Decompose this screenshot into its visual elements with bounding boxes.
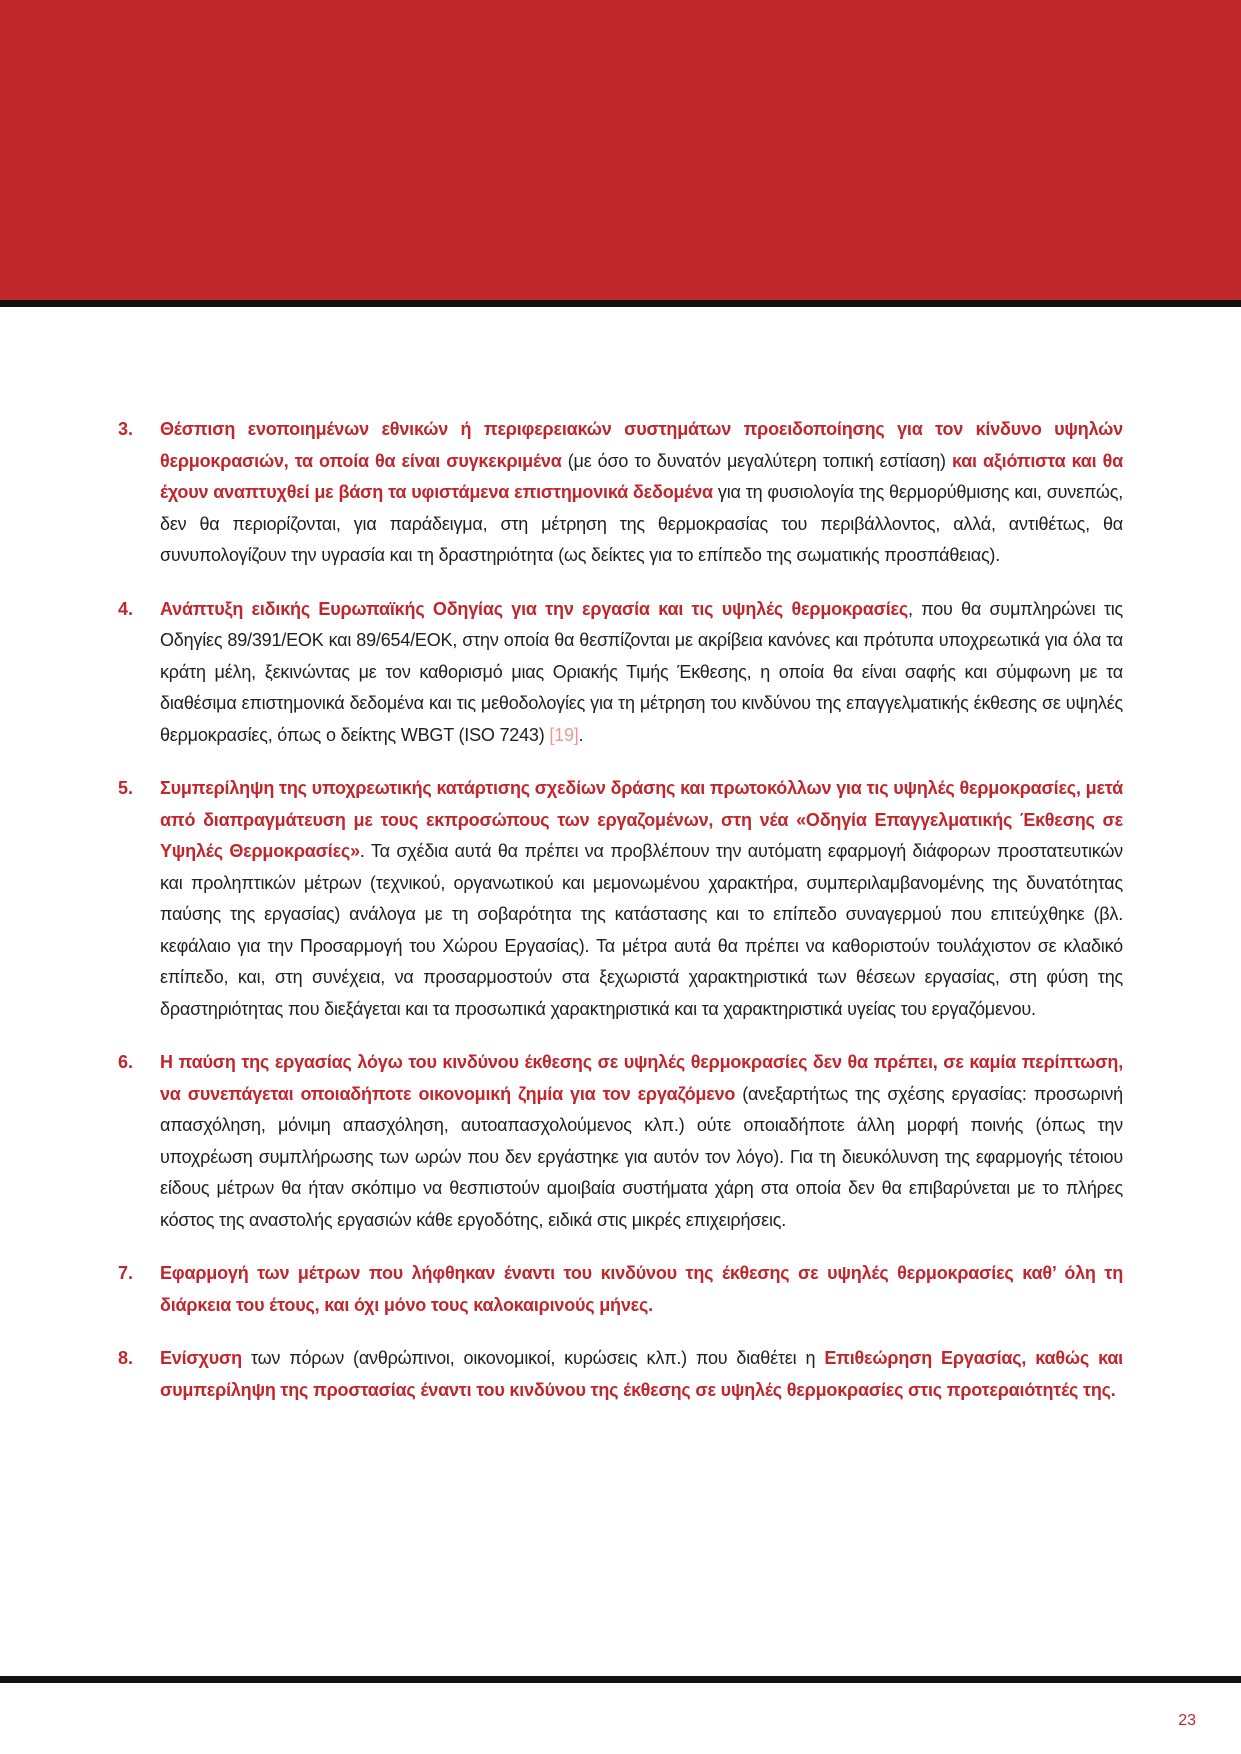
body-text: των πόρων (ανθρώπινοι, οικονομικοί, κυρώσεις κλπ.) που διαθέτει η [241,1348,825,1368]
page-number: 23 [1178,1712,1196,1729]
list-item [118,414,1123,572]
header-band [0,0,1241,300]
item-number: 3. [118,419,134,439]
highlighted-text: Ανάπτυξη ειδικής Ευρωπαϊκής Οδηγίας για την εργασία και τις υψηλές θερμοκρασίες [160,598,908,619]
item-text [160,1047,1123,1236]
item-text [160,1258,1123,1321]
highlighted-text: Η παύση της εργασίας λόγω του κινδύνου έκθεσης σε υψηλές θερμοκρασίες δεν θα πρέπει, σε καμία περίπτωση, να συνεπάγεται οποιαδήποτε οικονομική ζημία για τον εργαζόμενο [160,1052,1123,1104]
list-item [118,594,1123,752]
item-number: 7. [118,1263,134,1283]
body-text: για τη φυσιολογία της θερμορύθμισης και, συνεπώς, δεν θα περιορίζονται, για παράδειγμα, στη μέτρηση της θερμοκρασίας του περιβάλλοντος, αλλά, αντιθέτως, θα συνυπολογίζουν την υγρασία και τη δραστηριότητα (ως δείκτες για το επίπεδο της σωματικής προσπάθειας). [160,482,1123,565]
item-text [160,1343,1123,1406]
reference-link[interactable]: [19] [549,724,579,745]
highlighted-text: Ενίσχυση [160,1348,242,1368]
item-text [160,414,1123,572]
highlighted-text: Θέσπιση ενοποιημένων εθνικών ή περιφερειακών συστημάτων προειδοποίησης για τον κίνδυνο υψηλών θερμοκρασιών, τα οποία θα είναι συγκεκριμένα [160,419,1123,471]
body-text: . Τα σχέδια αυτά θα πρέπει να προβλέπουν την αυτόματη εφαρμογή διάφορων προστατευτικών και προληπτικών μέτρων (τεχνικού, οργανωτικού και μεμονωμένου χαρακτήρα, συμπεριλαμβανομένης της δυνατότητας παύσης της εργασίας) ανάλογα με τη σοβαρότητα της κατάστασης και το επίπεδο συναγερμού που επιτεύχθηκε (βλ. κεφάλαιο για την Προσαρμογή του Χώρου Εργασίας). Τα μέτρα αυτά θα πρέπει να καθοριστούν τουλάχιστον σε κλαδικό επίπεδο, και, στη συνέχεια, να προσαρμοστούν στα ξεχωριστά χαρακτηριστικά των θέσεων εργασίας, στη φύση της δραστηριότητας που διεξάγεται και τα προσωπικά χαρακτηριστικά και τα χαρακτηριστικά υγείας του εργαζόμενου. [160,841,1123,1019]
list-item [118,1047,1123,1236]
list-item [118,773,1123,1025]
highlighted-text: και αξιόπιστα και θα έχουν αναπτυχθεί με βάση τα υφιστάμενα επιστημονικά δεδομένα [160,450,1123,502]
highlighted-text: Εφαρμογή των μέτρων που λήφθηκαν έναντι του κινδύνου της έκθεσης σε υψηλές θερμοκρασίες καθ’ όλη τη διάρκεια του έτους, και όχι μόνο τους καλοκαιρινούς μήνες. [160,1263,1123,1315]
item-number: 8. [118,1348,134,1368]
item-number: 6. [118,1052,134,1072]
footer-divider [0,1676,1241,1683]
list-item [118,1343,1123,1406]
list-item [118,1258,1123,1321]
header-divider [0,300,1241,307]
highlighted-text: Συμπερίληψη της υποχρεωτικής κατάρτισης σχεδίων δράσης και πρωτοκόλλων για τις υψηλές θερμοκρασίες, μετά από διαπραγμάτευση με τους εκπροσώπους των εργαζομένων, στη νέα «Οδηγία Επαγγελματικής Έκθεσης σε Υψηλές Θερμοκρασίες» [160,778,1123,861]
item-number: 4. [118,598,134,619]
item-text [160,773,1123,1025]
body-text: . [578,724,584,745]
body-text: (ανεξαρτήτως της σχέσης εργασίας: προσωρινή απασχόληση, μόνιμη απασχόληση, αυτοαπασχολούμενος κλπ.) ούτε οποιαδήποτε άλλη μορφή ποινής (όπως την υποχρέωση συμπλήρωσης των ωρών που δεν εργάστηκε για αυτόν τον λόγο). Για τη διευκόλυνση της εφαρμογής τέτοιου είδους μέτρων θα ήταν σκόπιμο να θεσπιστούν αμοιβαία συστήματα χάρη στα οποία δεν θα επιβαρύνεται με το πλήρες κόστος της αναστολής εργασιών κάθε εργοδότης, ειδικά στις μικρές επιχειρήσεις. [160,1083,1123,1230]
item-number: 5. [118,778,134,798]
body-text: , που θα συμπληρώνει τις Οδηγίες 89/391/ΕΟΚ και 89/654/ΕΟΚ, στην οποία θα θεσπίζονται με ακρίβεια κανόνες και πρότυπα υποχρεωτικά για όλα τα κράτη μέλη, ξεκινώντας με τον καθορισμό μιας Οριακής Τιμής Έκθεσης, η οποία θα είναι σαφής και σύμφωνη με τα διαθέσιμα επιστημονικά δεδομένα και τις μεθοδολογίες για τη μέτρηση του κινδύνου της επαγγελματικής έκθεσης σε υψηλές θερμοκρασίες, όπως ο δείκτης WBGT (ISO 7243) [160,598,1123,745]
recommendations-list [118,414,1123,1428]
body-text: (με όσο το δυνατόν μεγαλύτερη τοπική εστίαση) [561,450,952,471]
highlighted-text: Επιθεώρηση Εργασίας, καθώς και συμπερίληψη της προστασίας έναντι του κινδύνου της έκθεσης σε υψηλές θερμοκρασίες στις προτεραιότητές της. [160,1348,1123,1400]
item-text [160,594,1123,752]
